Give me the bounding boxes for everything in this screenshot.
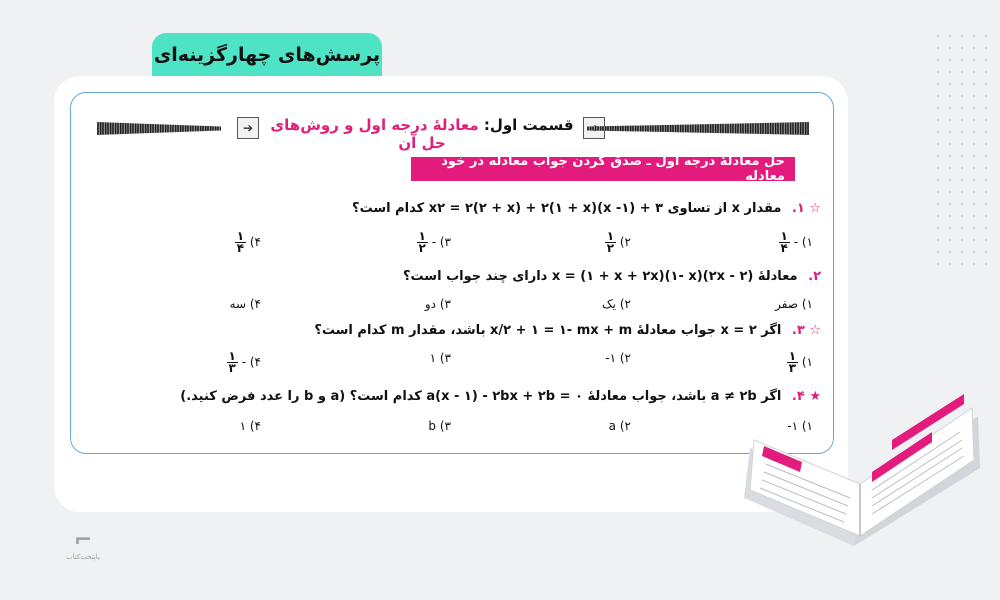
numerator: ۱ <box>236 229 245 243</box>
question-1 <box>352 201 821 216</box>
question-number: ★ ۴. <box>791 389 821 404</box>
question-number: ☆ ۳. <box>791 323 821 338</box>
option-sign: - <box>241 355 247 369</box>
option-label: ۴) <box>249 355 261 369</box>
option[interactable] <box>779 231 813 254</box>
fraction <box>605 231 616 254</box>
denominator: ۳ <box>788 361 797 375</box>
subject-text: حل معادلهٔ درجه اول ـ صدق کردن جواب معادله در خود معادله <box>441 154 785 184</box>
decorative-dot-grid <box>932 30 992 270</box>
fraction <box>227 351 238 374</box>
option[interactable] <box>240 419 261 433</box>
denominator: ۲ <box>418 241 426 255</box>
options-1 <box>91 231 821 253</box>
question-text: اگر x = ۲ جواب معادلهٔ x/۲ + ۱ = ۱- mx + m باشد، مقدار m کدام است؟ <box>314 323 782 338</box>
option-sign: - <box>793 235 799 249</box>
option-label: ۴) <box>249 419 261 433</box>
question-text: معادلهٔ (۲ - ۲x)x = (۱ + x + ۲x)(۱- x) دارای چند جواب است؟ <box>403 269 798 284</box>
option-value: ۱- <box>605 351 617 365</box>
option-value: ۱- <box>787 419 799 433</box>
page-header-tab <box>152 33 382 77</box>
numerator: ۱ <box>606 229 615 243</box>
option-value: سه <box>229 297 247 311</box>
option[interactable] <box>230 297 261 311</box>
option-label: ۲) <box>619 297 631 311</box>
section-label: قسمت اول: <box>483 116 574 134</box>
option-value: دو <box>424 297 437 311</box>
option[interactable] <box>417 231 451 254</box>
option-label: ۱) <box>801 297 813 311</box>
open-book-illustration <box>742 386 982 554</box>
section-heading: معادلهٔ درجه اول و روش‌های حل آن <box>270 116 479 152</box>
option-label: ۲) <box>619 351 631 365</box>
option[interactable] <box>775 297 813 311</box>
option[interactable] <box>428 419 451 433</box>
question-text: مقدار x از تساوی ۳ + (۱- x)x۲ = ۲(۲ + x) + ۲(۱ + x) کدام است؟ <box>352 201 782 216</box>
denominator: ۴ <box>236 241 245 255</box>
fraction <box>779 231 790 254</box>
arrow-right-icon: ➔ <box>237 117 259 139</box>
options-2 <box>91 297 821 319</box>
decorative-band-left <box>97 122 221 135</box>
option[interactable] <box>425 297 451 311</box>
section-header <box>71 113 833 152</box>
option-value: صفر <box>775 297 799 311</box>
option-value: ۱ <box>429 351 437 365</box>
question-4 <box>180 389 821 404</box>
decorative-band-right <box>587 122 809 135</box>
option-label: ۲) <box>619 235 631 249</box>
denominator: ۳ <box>228 361 236 375</box>
option[interactable] <box>430 351 451 365</box>
denominator: ۴ <box>780 241 788 255</box>
question-number: ☆ ۱. <box>791 201 821 216</box>
subject-banner <box>411 154 795 184</box>
section-title <box>263 116 581 152</box>
option[interactable] <box>605 231 631 254</box>
option-value: ۱ <box>239 419 247 433</box>
option-label: ۱) <box>801 355 813 369</box>
option-value: b <box>428 419 437 433</box>
option[interactable] <box>787 351 813 374</box>
numerator: ۱ <box>418 229 426 243</box>
fraction <box>787 351 798 374</box>
option-label: ۴) <box>249 297 261 311</box>
options-4 <box>91 419 821 441</box>
option[interactable] <box>235 231 261 254</box>
option[interactable] <box>602 297 631 311</box>
option-label: ۳) <box>439 419 451 433</box>
question-3 <box>314 323 821 338</box>
option-value: یک <box>601 297 617 311</box>
question-2 <box>403 269 821 284</box>
option-label: ۳) <box>439 235 451 249</box>
brand-logo <box>58 528 108 572</box>
options-3 <box>91 351 821 373</box>
option[interactable] <box>605 351 631 365</box>
question-number: ۲. <box>808 269 821 284</box>
option-label: ۳) <box>439 297 451 311</box>
logo-mark-icon: ⌐ <box>73 528 93 553</box>
worksheet-frame <box>70 92 834 454</box>
fraction <box>235 231 246 254</box>
option-label: ۲) <box>619 419 631 433</box>
option-label: ۱) <box>801 235 813 249</box>
option-sign: - <box>431 235 437 249</box>
logo-text: پاپتخت‌کتاب <box>66 553 100 561</box>
option-label: ۴) <box>249 235 261 249</box>
fraction <box>417 231 428 254</box>
numerator: ۱ <box>788 349 797 363</box>
option-value: a <box>608 419 617 433</box>
option-label: ۱) <box>801 419 813 433</box>
numerator: ۱ <box>228 349 236 363</box>
denominator: ۲ <box>606 241 615 255</box>
numerator: ۱ <box>780 229 788 243</box>
option[interactable] <box>227 351 261 374</box>
option[interactable] <box>609 419 631 433</box>
option-label: ۳) <box>439 351 451 365</box>
page-title: پرسش‌های چهارگزینه‌ای <box>153 44 381 66</box>
question-text: اگر a ≠ ۲b باشد، جواب معادلهٔ a(x - ۱) - ۲bx + ۲b = ۰ کدام است؟ (a و b را عدد فرض کنید.) <box>180 389 782 404</box>
